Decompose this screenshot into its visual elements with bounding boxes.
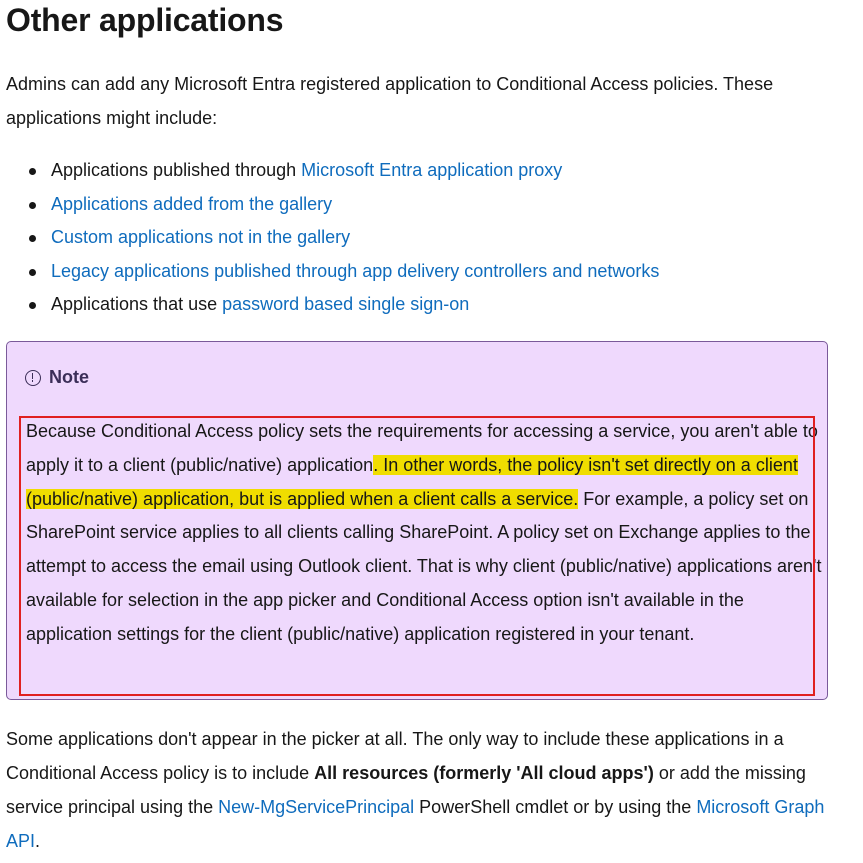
password-sso-link[interactable]: password based single sign-on [222, 294, 470, 314]
closing-text: Some applications don't appear in the picker at all. The only way to include these applications in a Conditional Access policy is to include [6, 729, 784, 783]
microsoft-graph-api-link[interactable]: Microsoft Graph API [6, 797, 825, 851]
closing-paragraph [6, 722, 836, 858]
list-item-text: Applications that use [51, 294, 223, 314]
legacy-apps-link[interactable]: Legacy applications published through app delivery controllers and networks [51, 260, 660, 281]
gallery-apps-link[interactable]: Applications added from the gallery [51, 193, 333, 214]
app-proxy-link[interactable]: Microsoft Entra application proxy [301, 160, 563, 180]
applications-list [6, 154, 659, 322]
closing-text: PowerShell cmdlet or by using the [414, 797, 697, 817]
custom-apps-link[interactable]: Custom applications not in the gallery [51, 227, 351, 247]
intro-paragraph: Admins can add any Microsoft Entra registered application to Conditional Access policies. These applications might include: [6, 74, 774, 128]
list-item [51, 255, 659, 289]
note-text: For example, a policy set on SharePoint service applies to all clients calling SharePoint. A policy set on Exchange applies to the attempt to access the email using Outlook client. That is why client (public/native) applications aren't available for selection in the app picker and Conditional Access option isn't available in the application settings for the client (public/native) application registered in your tenant. [26, 488, 822, 644]
closing-text: or add the missing service principal using the [6, 763, 806, 817]
note-callout [6, 341, 828, 700]
list-item [51, 221, 659, 255]
list-item [51, 154, 659, 188]
highlighted-text: . In other words, the policy isn't set directly on a client (public/native) application, but is applied when a client calls a service. [26, 454, 798, 509]
note-text: Because Conditional Access policy sets the requirements for accessing a service, you aren't able to apply it to a client (public/native) application [26, 421, 818, 475]
section-heading: Other applications [6, 2, 284, 38]
info-circle-icon [25, 370, 41, 386]
list-item [51, 288, 659, 322]
list-item [51, 188, 659, 222]
all-resources-bold: All resources (formerly 'All cloud apps') [314, 763, 654, 783]
list-item-text: Applications published through [51, 160, 302, 180]
closing-text: . [35, 831, 41, 851]
note-title: Note [49, 367, 89, 387]
note-header [25, 367, 89, 388]
note-body [26, 415, 826, 652]
new-mgserviceprincipal-link[interactable]: New-MgServicePrincipal [218, 797, 415, 817]
